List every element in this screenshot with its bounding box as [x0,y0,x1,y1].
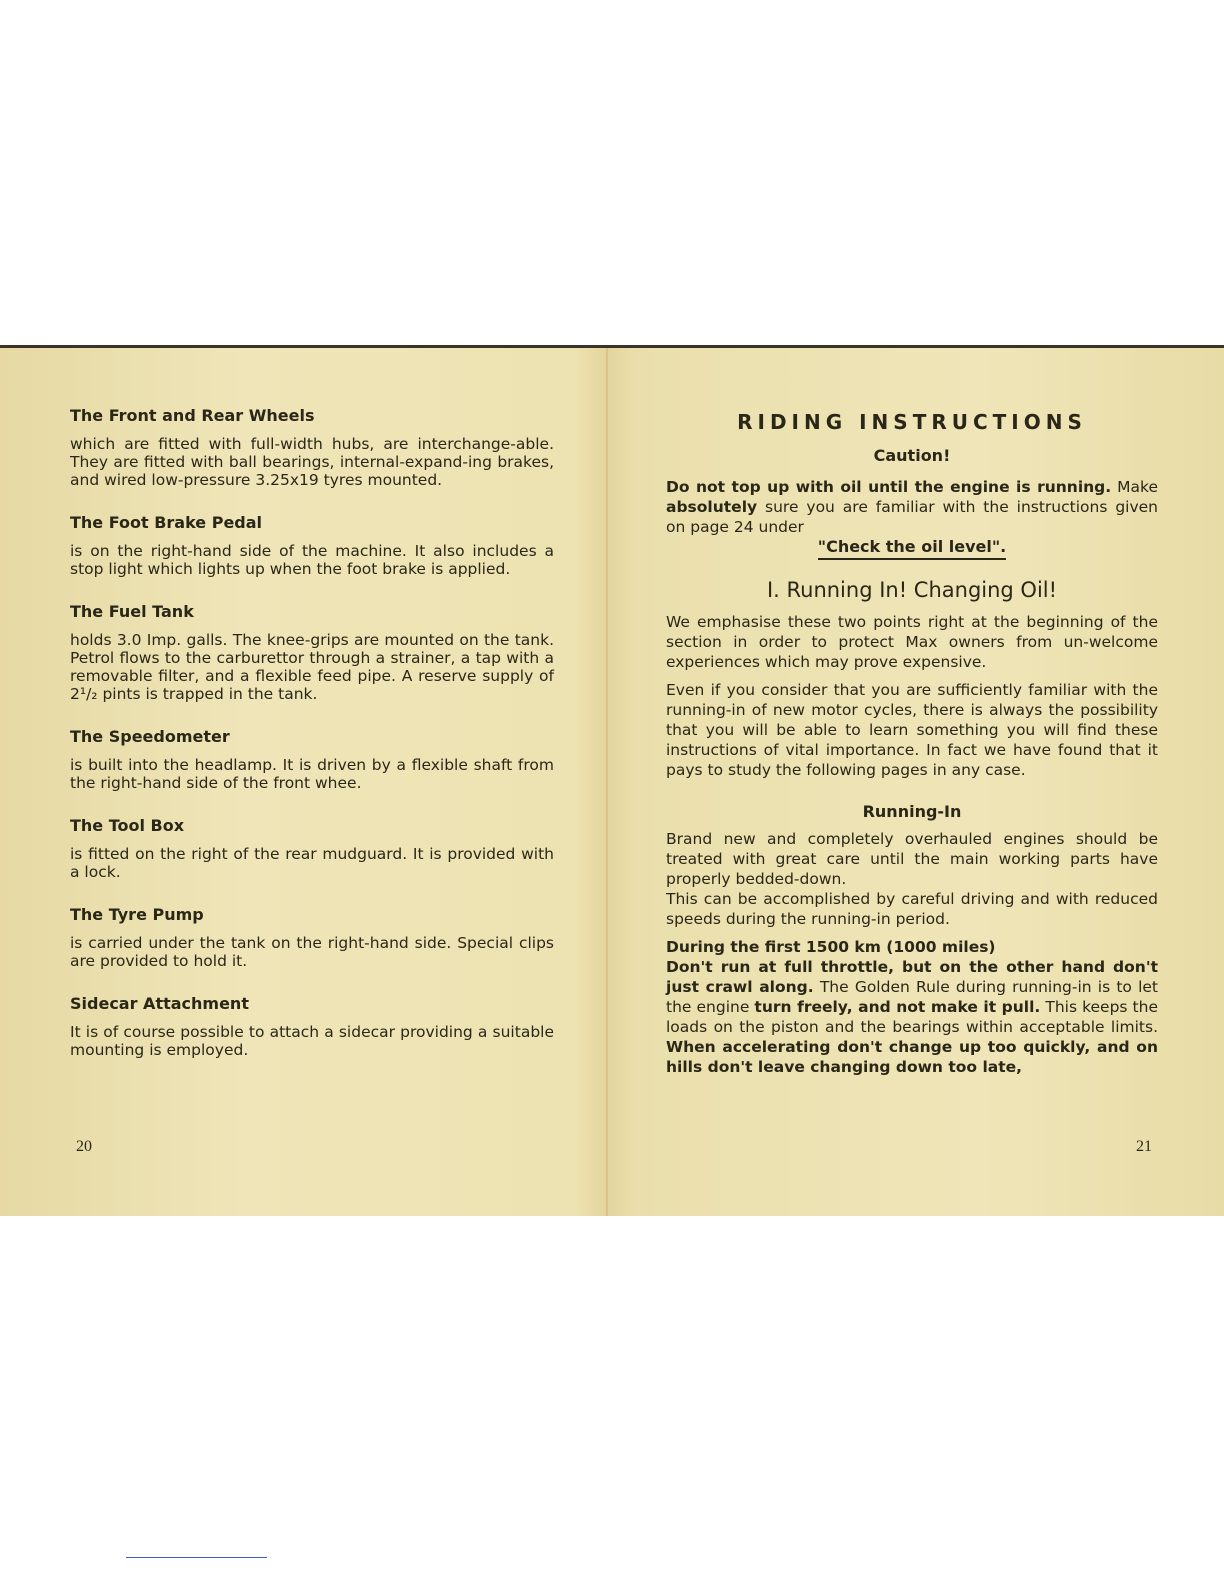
rule-bold-1: Don't run at full throttle, but on the other hand don't just crawl along. [666,958,1158,996]
section-text: is fitted on the right of the rear mudguard. It is provided with a lock. [70,845,554,881]
section-text: is carried under the tank on the right-hand side. Special clips are provided to hold it. [70,934,554,970]
section-text: is on the right-hand side of the machine. It also includes a stop light which lights up when the foot brake is applied. [70,542,554,578]
section-text: holds 3.0 Imp. galls. The knee-grips are mounted on the tank. Petrol flows to the carburettor through a strainer, a tap with a removable filter, and a flexible feed pipe. A reserve supply of 2¹/₂ pints is trapped in the tank. [70,631,554,703]
booklet-spread [0,345,1224,1216]
paragraph-3: Brand new and completely overhauled engines should be treated with great care until the main working parts have properly bedded-down. [666,830,1158,888]
section-heading: The Front and Rear Wheels [70,406,315,425]
section-heading: The Tyre Pump [70,905,204,924]
left-page [0,348,606,1216]
check-oil-level [666,537,1158,556]
paragraph-1: We emphasise these two points right at the beginning of the section in order to protect Max owners from un-welcome experiences which may prove expensive. [666,613,1158,671]
section-heading: The Tool Box [70,816,185,835]
section-speedometer [70,727,554,792]
caution-paragraph [666,477,1158,537]
paragraph-2: Even if you consider that you are sufficiently familiar with the running-in of new motor cycles, there is always the possibility that you will be able to learn something you will find these instructions of vital importance. In fact we have found that it pays to study the following pages in any case. [666,681,1158,779]
first-1500-km [666,937,1158,957]
section-heading: The Fuel Tank [70,602,194,621]
caution-text-1: Make [1111,478,1158,496]
bottom-rule [126,1557,267,1558]
paragraph-4: This can be accomplished by careful driving and with reduced speeds during the running-in period. [666,890,1158,928]
rule-text-1: The Golden Rule during running-in is to let the engine [666,978,1159,1016]
section-tool-box [70,816,554,881]
rule-bold-3: When accelerating don't change up too quickly, and on hills don't leave changing down too late, [666,1038,1158,1076]
caution-text-2: sure you are familiar with the instructions given on page 24 under [666,498,1158,536]
caution-bold-2: absolutely [666,498,758,516]
caution-bold-1: Do not top up with oil until the engine is running. [666,478,1112,496]
section-heading: The Speedometer [70,727,230,746]
section-heading: The Foot Brake Pedal [70,513,263,532]
rule-bold-2: turn freely, and not make it pull. [754,998,1041,1016]
rule-text-2: This keeps the loads on the piston and the bearings within acceptable limits. [666,998,1158,1036]
page-number: 21 [1136,1138,1152,1155]
section-heading: Sidecar Attachment [70,994,249,1013]
section-fuel-tank [70,602,554,703]
heading-running-in: Running-In [862,802,962,821]
section-foot-brake-pedal [70,513,554,578]
section-front-rear-wheels [70,406,554,489]
right-page [608,348,1224,1216]
section-text: is built into the headlamp. It is driven by a flexible shaft from the right-hand side of the front whee. [70,756,554,792]
page-number: 20 [76,1138,92,1155]
section-text: It is of course possible to attach a sidecar providing a suitable mounting is employed. [70,1023,554,1059]
first-1500-km-text: During the first 1500 km (1000 miles) [666,938,996,956]
section-text: which are fitted with full-width hubs, are interchange-able. They are fitted with ball bearings, internal-expand-ing brakes, and wired low-pressure 3.25x19 tyres mounted. [70,435,554,489]
caution-heading: Caution! [873,446,951,465]
section-tyre-pump [70,905,554,970]
heading-running-in-changing-oil: I. Running In! Changing Oil! [766,578,1058,602]
golden-rule-paragraph [666,957,1158,1077]
page-title: RIDING INSTRUCTIONS [737,410,1087,434]
check-oil-level-text: "Check the oil level". [818,537,1007,560]
section-sidecar-attachment [70,994,554,1059]
